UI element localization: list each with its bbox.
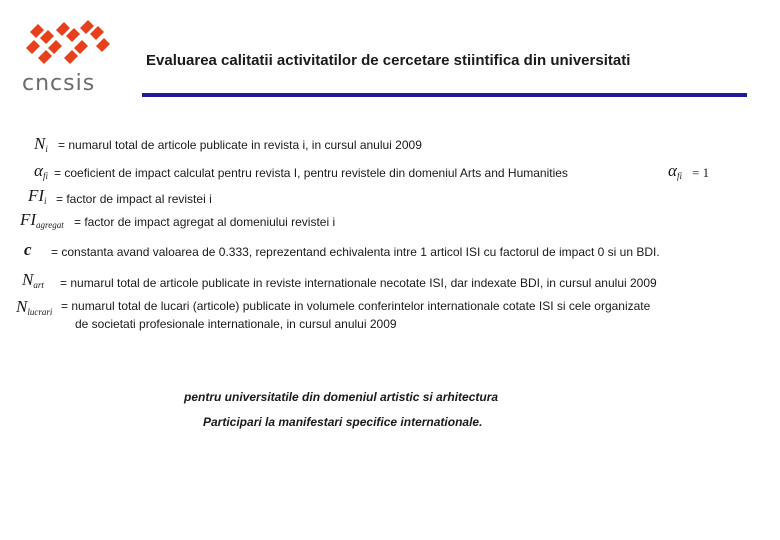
formula-alpha-equals-one: $\alpha_{fi}$ [668,161,682,181]
definition-c: = constanta avand valoarea de 0.333, reprezentand echivalenta intre 1 articol ISI cu factorul de impact 0 si un BDI. [51,245,660,259]
definition-n-lucrari-line2: de societati profesionale internationale, in cursul anului 2009 [75,317,397,331]
symbol-c: c [24,240,32,259]
symbol-n-i: $N_i$ [34,134,48,154]
formula-alpha-value: = 1 [692,165,710,180]
footer-line-artistic: pentru universitatile din domeniul artistic si arhitectura [184,390,499,404]
symbol-n-lucrari: $N_{lucrari}$ [16,297,53,317]
definition-fi-i: = factor de impact al revistei i [56,192,212,206]
symbol-fi-i: $FI_i$ [28,186,47,206]
title-divider [142,93,747,97]
cncsis-logo [18,18,118,96]
page-title: Evaluarea calitatii activitatilor de cercetare stiintifica din universitati [146,52,631,69]
definition-fi-agregat: = factor de impact agregat al domeniului revistei i [74,215,336,229]
definition-n-lucrari-line1: = numarul total de lucari (articole) publicate in volumele conferintelor internationale cotate ISI si cele organizate [61,299,651,313]
footer-line-participari: Participari la manifestari specifice internationale. [203,415,483,429]
symbol-alpha: $\alpha_{fi}$ [34,161,48,181]
definition-n-art: = numarul total de articole publicate in reviste internationale necotate ISI, dar indexate BDI, in cursul anului 2009 [60,276,657,290]
logo-text: cncsis [22,71,96,96]
symbol-fi-agregat: $FI_{agregat}$ [20,210,64,230]
definition-alpha: = coeficient de impact calculat pentru revista I, pentru revistele din domeniul Arts and Humanities [54,166,568,180]
symbol-n-art: $N_{art}$ [22,270,44,290]
definition-n-i: = numarul total de articole publicate in revista i, in cursul anului 2009 [58,138,422,152]
